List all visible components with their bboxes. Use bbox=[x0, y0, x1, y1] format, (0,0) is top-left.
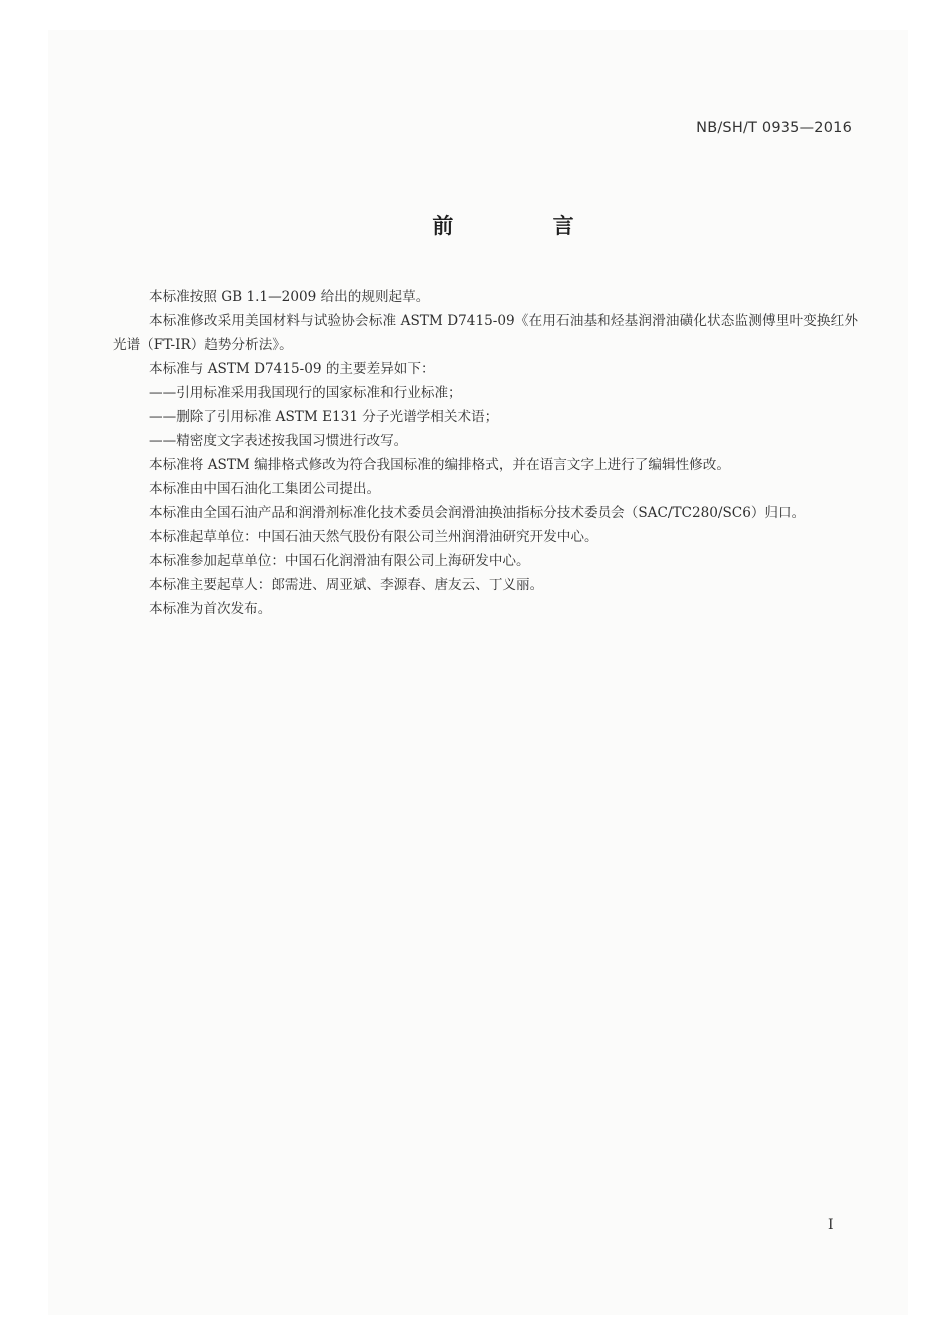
list-item: ——删除了引用标准 ASTM E131 分子光谱学相关术语； bbox=[149, 409, 499, 425]
paragraph: 本标准起草单位：中国石油天然气股份有限公司兰州润滑油研究开发中心。 bbox=[149, 529, 598, 545]
paragraph: 本标准参加起草单位：中国石化润滑油有限公司上海研发中心。 bbox=[149, 553, 530, 569]
paragraph: 本标准按照 GB 1.1—2009 给出的规则起草。 bbox=[149, 289, 430, 305]
paragraph: 本标准主要起草人：郎需进、周亚斌、李源春、唐友云、丁义丽。 bbox=[149, 577, 544, 593]
paragraph: 本标准由全国石油产品和润滑剂标准化技术委员会润滑油换油指标分技术委员会（SAC/TC280/SC6）归口。 bbox=[149, 505, 806, 521]
paragraph: 本标准由中国石油化工集团公司提出。 bbox=[149, 481, 381, 497]
paragraph: 本标准与 ASTM D7415-09 的主要差异如下： bbox=[149, 361, 435, 377]
list-item: ——引用标准采用我国现行的国家标准和行业标准； bbox=[149, 385, 462, 401]
paragraph: 本标准为首次发布。 bbox=[149, 601, 272, 617]
paragraph: 本标准将 ASTM 编排格式修改为符合我国标准的编排格式，并在语言文字上进行了编辑性修改。 bbox=[149, 457, 730, 473]
list-item: ——精密度文字表述按我国习惯进行改写。 bbox=[149, 433, 408, 449]
page-title: 前 言 bbox=[432, 214, 620, 238]
foreword-body bbox=[113, 285, 858, 621]
paragraph: 本标准修改采用美国材料与试验协会标准 ASTM D7415-09《在用石油基和烃基润滑油磺化状态监测傅里叶变换红外光谱（FT-IR）趋势分析法》。 bbox=[113, 313, 858, 353]
page-number: I bbox=[828, 1217, 834, 1233]
standard-code: NB/SH/T 0935—2016 bbox=[696, 120, 852, 136]
